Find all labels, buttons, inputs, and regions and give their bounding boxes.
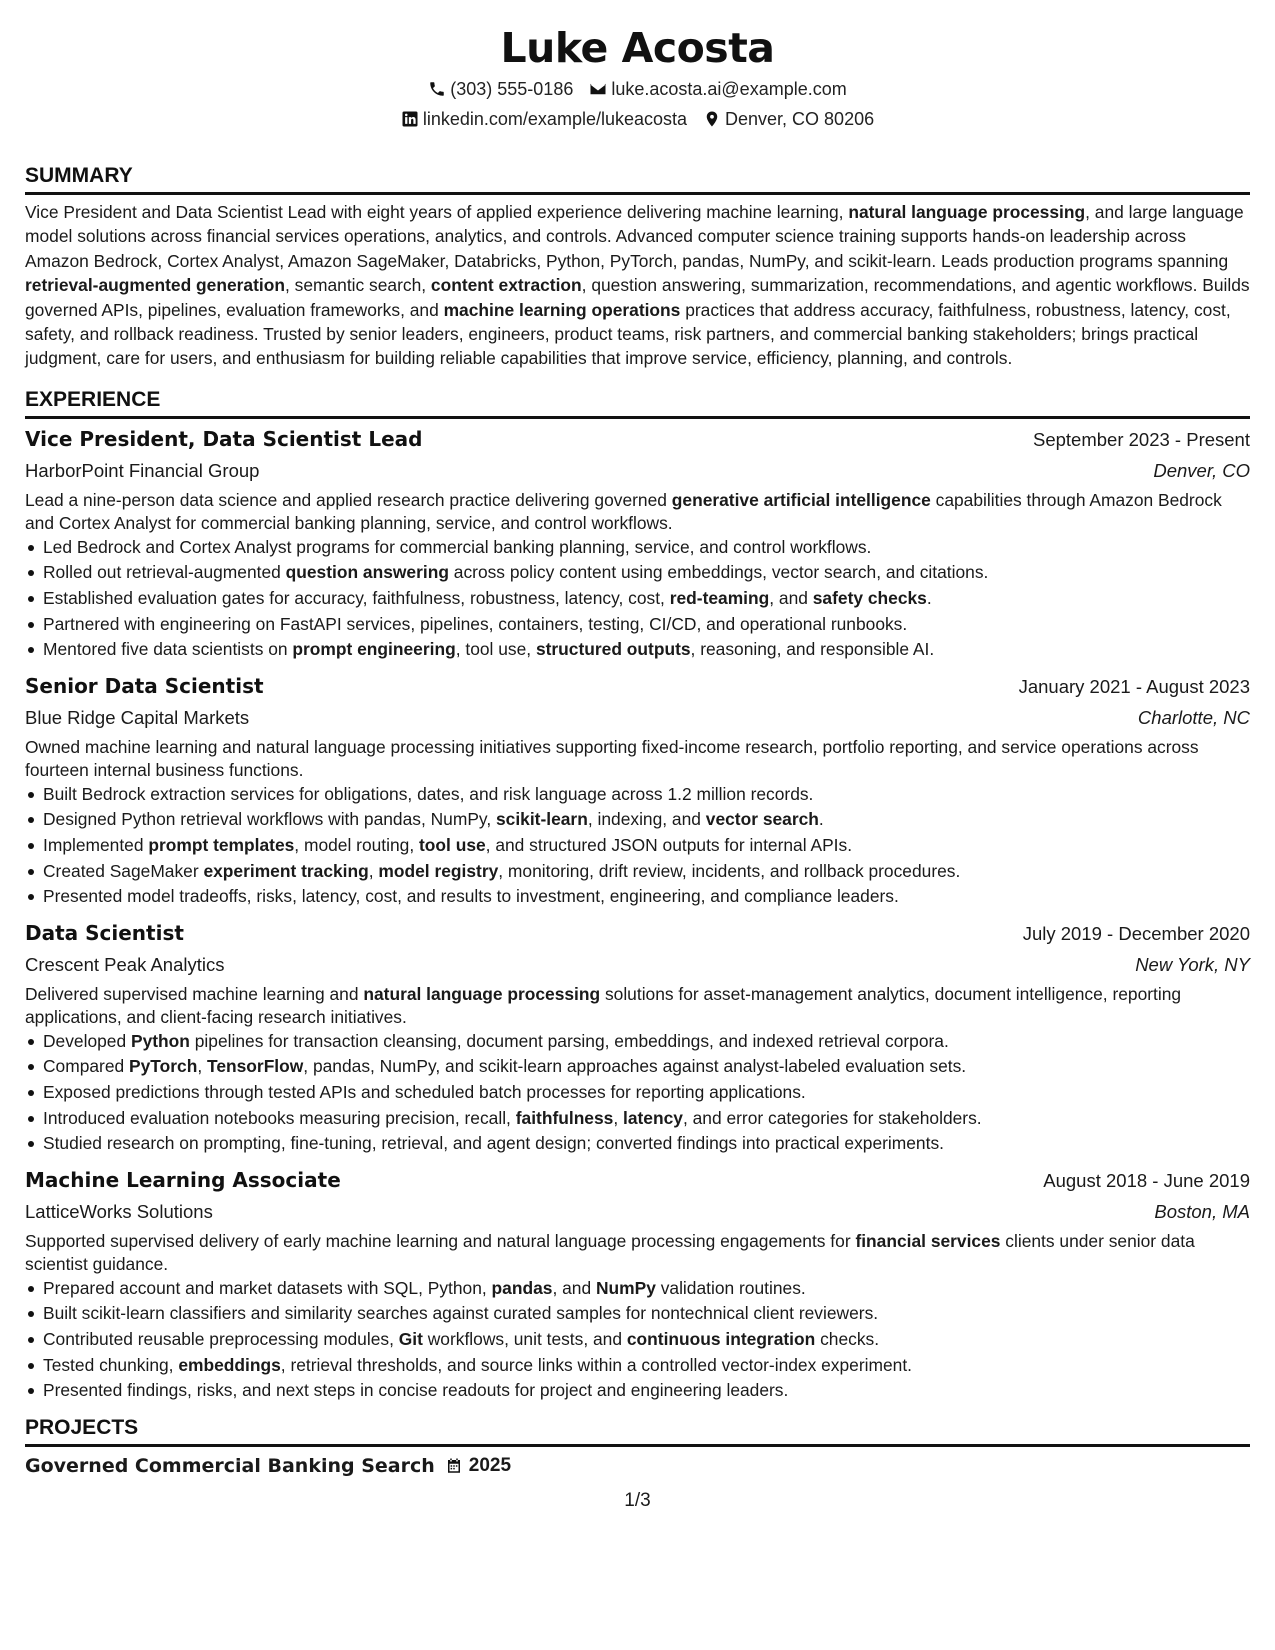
text-segment: , [368, 860, 379, 881]
text-segment: . [818, 809, 824, 830]
emphasis-text: financial services [855, 1230, 1001, 1251]
job-location: Boston, MA [1154, 1200, 1250, 1222]
job-entry [25, 1164, 1250, 1404]
text-segment: pipelines for transaction cleansing, document parsing, embeddings, and indexed retrieval corpora. [189, 1030, 949, 1051]
text-segment: checks. [815, 1328, 880, 1349]
linkedin-link[interactable]: linkedin.com/example/lukeacosta [422, 109, 688, 129]
emphasis-text: scikit-learn [496, 809, 588, 830]
text-segment: workflows, unit tests, and [422, 1328, 627, 1349]
linkedin-icon [401, 110, 419, 128]
job-bullets [25, 535, 1250, 663]
text-segment: Supported supervised delivery of early machine learning and natural language processing engagements for [25, 1230, 856, 1251]
emphasis-text: retrieval-augmented generation [25, 275, 285, 296]
list-item [43, 884, 1250, 910]
job-header [25, 917, 1250, 950]
emphasis-text: generative artificial intelligence [671, 489, 931, 510]
contact-email[interactable] [589, 74, 846, 104]
text-segment: , pandas, NumPy, and scikit-learn approaches against analyst-labeled evaluation sets. [303, 1056, 967, 1077]
job-title: Vice President, Data Scientist Lead [25, 426, 423, 451]
job-subheader [25, 950, 1250, 980]
emphasis-text: prompt engineering [292, 639, 456, 660]
project-year-text: 2025 [468, 1454, 512, 1476]
job-description [25, 489, 1250, 535]
text-segment: , and large language model solutions across financial services operations, analytics, and controls. Advanced computer science training supports hands-on leadership across Amazon Bedrock, Cortex Analyst, Amazon SageMaker, Databricks, Python, PyTorch, pandas, NumPy, and scikit-learn. Leads production programs spanning [25, 202, 1244, 271]
job-location: New York, NY [1135, 953, 1250, 975]
text-segment: capabilities through Amazon Bedrock and Cortex Analyst for commercial banking planning, service, and control workflows. [25, 489, 1222, 533]
text-segment: , [197, 1056, 207, 1077]
emphasis-text: PyTorch [129, 1056, 198, 1077]
text-segment: Mentored five data scientists on [43, 639, 293, 660]
text-segment: Partnered with engineering on FastAPI services, pipelines, containers, testing, CI/CD, and operational runbooks. [43, 613, 908, 634]
job-bullets [25, 1276, 1250, 1404]
text-segment: Owned machine learning and natural language processing initiatives supporting fixed-income research, portfolio reporting, and service operations across fourteen internal business functions. [25, 736, 1199, 780]
job-entry [25, 917, 1250, 1157]
job-description [25, 983, 1250, 1029]
list-item [43, 612, 1250, 638]
job-company: HarborPoint Financial Group [25, 459, 260, 481]
emphasis-text: safety checks [812, 588, 927, 609]
text-segment: Introduced evaluation notebooks measuring precision, recall, [43, 1107, 516, 1128]
text-segment: , and structured JSON outputs for internal APIs. [485, 835, 853, 855]
text-segment: Designed Python retrieval workflows with pandas, NumPy, [43, 809, 496, 830]
text-segment: Developed [43, 1030, 131, 1051]
text-segment: Vice President and Data Scientist Lead with eight years of applied experience delivering machine learning, [25, 202, 849, 222]
map-pin-icon [703, 110, 721, 128]
job-dates: August 2018 - June 2019 [1043, 1169, 1250, 1191]
contact-line-2 [25, 104, 1250, 134]
text-segment: Presented model tradeoffs, risks, latency, cost, and results to investment, engineering, and compliance leaders. [43, 886, 899, 907]
summary-section [25, 162, 1250, 371]
project-year [445, 1455, 511, 1477]
emphasis-text: prompt templates [148, 835, 295, 855]
job-header [25, 423, 1250, 456]
envelope-icon [589, 80, 607, 98]
job-entry [25, 670, 1250, 910]
phone-icon [428, 80, 446, 98]
text-segment: Lead a nine-person data science and applied research practice delivering governed [25, 489, 672, 510]
emphasis-text: experiment tracking [203, 860, 369, 881]
experience-section [25, 386, 1250, 1404]
projects-section [25, 1414, 1250, 1481]
text-segment: , [613, 1107, 623, 1128]
emphasis-text: machine learning operations [443, 299, 681, 320]
text-segment: validation routines. [655, 1277, 806, 1298]
list-item [43, 637, 1250, 663]
job-company: Blue Ridge Capital Markets [25, 706, 250, 728]
job-title: Machine Learning Associate [25, 1167, 341, 1192]
job-bullets [25, 1029, 1250, 1157]
text-segment: practices that address accuracy, faithfulness, robustness, latency, cost, safety, and rollback readiness. Trusted by senior leaders, engineers, product teams, risk partners, and commercial banking stakeholders; brings practical judgment, care for users, and enthusiasm for building reliable capabilities that improve service, efficiency, planning, and controls. [25, 299, 1231, 369]
email-link[interactable]: luke.acosta.ai@example.com [611, 79, 847, 99]
emphasis-text: Python [130, 1030, 190, 1051]
text-segment: Tested chunking, [43, 1354, 179, 1375]
text-segment: , and error categories for stakeholders. [682, 1107, 982, 1128]
job-entry [25, 423, 1250, 663]
text-segment: Compared [43, 1056, 130, 1077]
job-header [25, 670, 1250, 703]
contact-line-1 [25, 74, 1250, 104]
text-segment: , retrieval thresholds, and source links within a controlled vector-index experiment. [280, 1354, 912, 1375]
job-header [25, 1164, 1250, 1197]
page-number: 1/3 [624, 1490, 651, 1511]
resume-page [25, 0, 1250, 1650]
emphasis-text: natural language processing [848, 202, 1086, 222]
text-segment: , tool use, [455, 639, 536, 660]
emphasis-text: red-teaming [669, 588, 770, 609]
section-title-summary: SUMMARY [25, 162, 1250, 195]
list-item [43, 560, 1250, 586]
emphasis-text: content extraction [430, 275, 582, 296]
text-segment: Contributed reusable preprocessing modules, [43, 1328, 399, 1349]
job-company: LatticeWorks Solutions [25, 1200, 213, 1222]
job-dates: January 2021 - August 2023 [1018, 675, 1250, 697]
list-item [43, 1327, 1250, 1353]
list-item [43, 807, 1250, 833]
text-segment: across policy content using embeddings, vector search, and citations. [448, 562, 989, 583]
contact-linkedin[interactable] [401, 104, 687, 134]
list-item [43, 782, 1250, 808]
emphasis-text: Git [398, 1328, 423, 1349]
emphasis-text: pandas [491, 1277, 553, 1298]
emphasis-text: latency [623, 1107, 683, 1128]
list-item [43, 1378, 1250, 1404]
emphasis-text: TensorFlow [207, 1056, 304, 1077]
text-segment: , and [769, 588, 813, 609]
project-item [25, 1451, 1250, 1481]
emphasis-text: vector search [705, 809, 819, 830]
job-dates: September 2023 - Present [1033, 428, 1250, 450]
text-segment: Studied research on prompting, fine-tuning, retrieval, and agent design; converted findings into practical experiments. [43, 1133, 944, 1154]
list-item [43, 535, 1250, 561]
text-segment: Established evaluation gates for accuracy, faithfulness, robustness, latency, cost, [43, 588, 670, 609]
job-subheader [25, 1197, 1250, 1227]
text-segment: clients under senior data scientist guidance. [25, 1230, 1195, 1274]
list-item [43, 1106, 1250, 1132]
experience-list [25, 423, 1250, 1404]
text-segment: Prepared account and market datasets with SQL, Python, [43, 1277, 492, 1298]
list-item [43, 1353, 1250, 1379]
text-segment: , model routing, [294, 835, 419, 855]
list-item [43, 1301, 1250, 1327]
text-segment: Built Bedrock extraction services for obligations, dates, and risk language across 1.2 million records. [43, 783, 814, 804]
candidate-name: Luke Acosta [500, 24, 775, 72]
job-description [25, 1230, 1250, 1276]
job-company: Crescent Peak Analytics [25, 953, 225, 975]
emphasis-text: model registry [378, 860, 499, 881]
emphasis-text: structured outputs [535, 639, 691, 660]
text-segment: Delivered supervised machine learning and [25, 983, 364, 1004]
text-segment: Built scikit-learn classifiers and similarity searches against curated samples for nontechnical client reviewers. [43, 1303, 879, 1324]
emphasis-text: question answering [285, 562, 449, 583]
contact-phone [428, 74, 573, 104]
emphasis-text: NumPy [595, 1277, 656, 1298]
text-segment: Created SageMaker [43, 860, 204, 881]
job-title: Senior Data Scientist [25, 673, 264, 698]
location-text: Denver, CO 80206 [725, 109, 875, 129]
job-subheader [25, 456, 1250, 486]
phone-text: (303) 555-0186 [450, 79, 574, 99]
project-title: Governed Commercial Banking Search [25, 1454, 435, 1477]
section-title-experience: EXPERIENCE [25, 386, 1250, 419]
list-item [43, 1080, 1250, 1106]
text-segment: Led Bedrock and Cortex Analyst programs for commercial banking planning, service, and control workflows. [43, 536, 872, 557]
job-description [25, 736, 1250, 782]
text-segment: Rolled out retrieval-augmented [43, 562, 286, 583]
list-item [43, 1131, 1250, 1157]
resume-header [25, 0, 1250, 134]
text-segment: Implemented [43, 835, 149, 855]
text-segment: Exposed predictions through tested APIs and scheduled batch processes for reporting applications. [43, 1081, 806, 1102]
emphasis-text: tool use [419, 835, 486, 855]
list-item [43, 859, 1250, 885]
job-bullets [25, 782, 1250, 910]
contact-location [703, 104, 874, 134]
job-title: Data Scientist [25, 920, 184, 945]
text-segment: , and [552, 1277, 596, 1298]
list-item [43, 1029, 1250, 1055]
emphasis-text: faithfulness [515, 1107, 614, 1128]
text-segment: , indexing, and [587, 809, 706, 830]
emphasis-text: embeddings [178, 1354, 281, 1375]
section-title-projects: PROJECTS [25, 1414, 1250, 1447]
text-segment: Presented findings, risks, and next steps in concise readouts for project and engineering leaders. [43, 1380, 789, 1401]
text-segment: solutions for asset-management analytics, document intelligence, reporting applications, and client-facing research initiatives. [25, 983, 1182, 1027]
calendar-icon [445, 1457, 463, 1475]
summary-text [25, 200, 1250, 371]
list-item [43, 1054, 1250, 1080]
text-segment: , semantic search, [284, 275, 431, 296]
job-location: Charlotte, NC [1137, 706, 1250, 728]
text-segment: , reasoning, and responsible AI. [690, 639, 935, 660]
job-subheader [25, 703, 1250, 733]
list-item [43, 1276, 1250, 1302]
emphasis-text: natural language processing [363, 983, 601, 1004]
list-item [43, 833, 1250, 859]
text-segment: , question answering, summarization, recommendations, and agentic workflows. Builds governed APIs, pipelines, evaluation frameworks, and [25, 275, 1250, 320]
emphasis-text: continuous integration [626, 1328, 816, 1349]
text-segment: . [926, 588, 932, 609]
text-segment: , monitoring, drift review, incidents, and rollback procedures. [498, 860, 961, 881]
list-item [43, 586, 1250, 612]
job-location: Denver, CO [1153, 459, 1250, 481]
job-dates: July 2019 - December 2020 [1022, 922, 1250, 944]
